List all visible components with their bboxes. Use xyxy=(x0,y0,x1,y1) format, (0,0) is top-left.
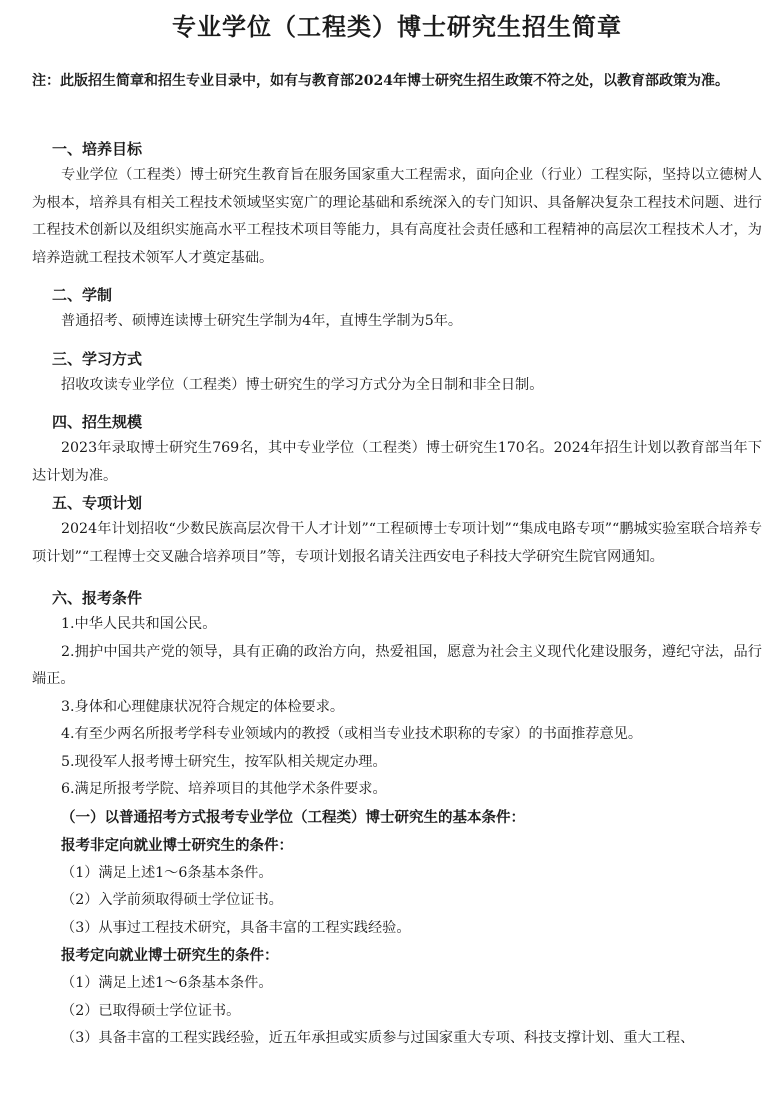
section-heading: 六、报考条件 xyxy=(52,589,143,607)
section-special-programs xyxy=(32,490,762,571)
section-study-mode xyxy=(32,346,762,400)
section-heading: 五、专项计划 xyxy=(52,494,143,512)
section-paragraph: 普通招考、硕博连读博士研究生学制为4年，直博生学制为5年。 xyxy=(61,313,463,329)
eligibility-item: 2.拥护中国共产党的领导，具有正确的政治方向，热爱祖国，愿意为社会主义现代化建设服务，遵纪守法，品行端正。 xyxy=(32,643,762,687)
eligibility-item: 4.有至少两名所报考学科专业领域内的教授（或相当专业技术职称的专家）的书面推荐意见。 xyxy=(61,726,643,742)
section-paragraph: 2023年录取博士研究生769名，其中专业学位（工程类）博士研究生170名。2024年招生计划以教育部当年下达计划为准。 xyxy=(32,440,762,484)
section-eligibility xyxy=(32,585,762,1053)
section-duration xyxy=(32,282,762,336)
section-training-goal xyxy=(32,136,762,272)
eligibility-item: 3.身体和心理健康状况符合规定的体检要求。 xyxy=(61,698,345,715)
section-heading: 四、招生规模 xyxy=(52,413,143,431)
nondirected-item: （1）满足上述1～6条基本条件。 xyxy=(61,864,273,881)
subsection-heading: （一）以普通招考方式报考专业学位（工程类）博士研究生的基本条件： xyxy=(61,808,525,826)
nondirected-heading: 报考非定向就业博士研究生的条件： xyxy=(61,836,293,854)
section-paragraph: 招收攻读专业学位（工程类）博士研究生的学习方式分为全日制和非全日制。 xyxy=(61,376,544,393)
section-paragraph: 专业学位（工程类）博士研究生教育旨在服务国家重大工程需求，面向企业（行业）工程实际，坚持以立德树人为根本，培养具有相关工程技术领域坚实宽广的理论基础和系统深入的专门知识、具备解决复杂工程技术问题、进行工程技术创新以及组织实施高水平工程技术项目等能力，具有高度社会责任感和工程精神的高层次工程技术人才，为培养造就工程技术领军人才奠定基础。 xyxy=(32,167,762,266)
directed-item: （3）具备丰富的工程实践经验，近五年承担或实质参与过国家重大专项、科技支撑计划、重大工程、 xyxy=(61,1030,695,1046)
section-paragraph: 2024年计划招收“少数民族高层次骨干人才计划”“工程硕博士专项计划”“集成电路专项”“鹏城实验室联合培养专项计划”“工程博士交叉融合培养项目”等，专项计划报名请关注西安电子科技大学研究生院官网通知。 xyxy=(32,521,762,565)
directed-heading: 报考定向就业博士研究生的条件： xyxy=(61,947,279,964)
section-heading: 二、学制 xyxy=(52,286,113,304)
section-heading: 三、学习方式 xyxy=(52,349,143,368)
section-enrollment-scale xyxy=(32,409,762,490)
section-heading: 一、培养目标 xyxy=(52,140,143,158)
nondirected-item: （3）从事过工程技术研究，具备丰富的工程实践经验。 xyxy=(61,919,411,936)
directed-item: （2）已取得硕士学位证书。 xyxy=(61,1002,241,1019)
directed-item: （1）满足上述1～6条基本条件。 xyxy=(61,975,273,991)
eligibility-item: 1.中华人民共和国公民。 xyxy=(61,616,217,632)
eligibility-item: 5.现役军人报考博士研究生，按军队相关规定办理。 xyxy=(61,753,387,770)
policy-note: 注：此版招生简章和招生专业目录中，如有与教育部2024年博士研究生招生政策不符之处，以教育部政策为准。 xyxy=(32,73,729,89)
document-title: 专业学位（工程类）博士研究生招生简章 xyxy=(172,12,622,41)
nondirected-item: （2）入学前须取得硕士学位证书。 xyxy=(61,892,283,908)
eligibility-item: 6.满足所报考学院、培养项目的其他学术条件要求。 xyxy=(61,781,387,797)
